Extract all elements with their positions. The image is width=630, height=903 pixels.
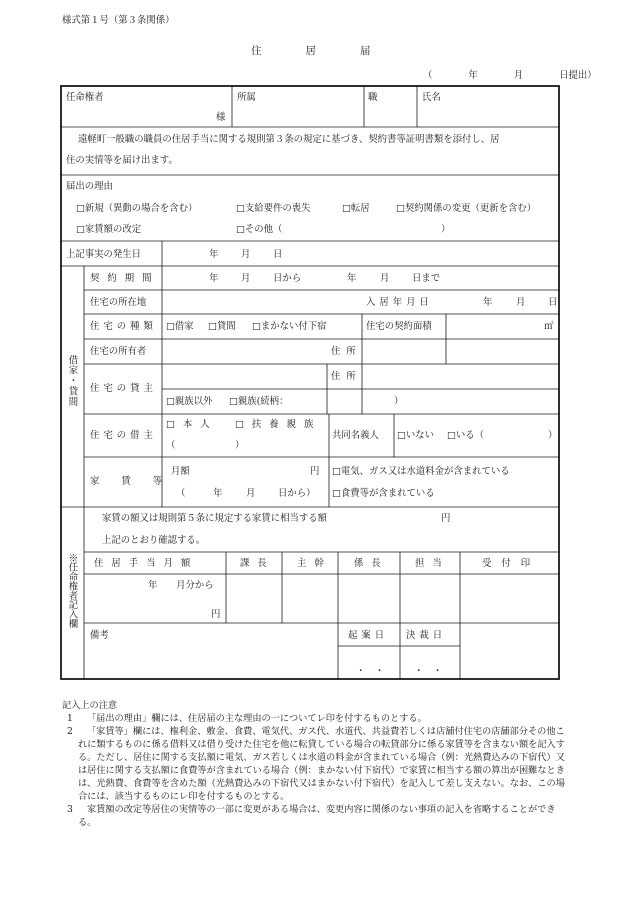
type-rented-house-checkbox[interactable]: □借家: [166, 321, 194, 332]
move-in-day: 日: [548, 297, 558, 308]
reason-new-checkbox[interactable]: □新規（異動の場合を含む）: [76, 203, 198, 214]
title-char: 届: [360, 45, 371, 57]
period-to-year: 年: [347, 273, 357, 284]
receipt-stamp-header: 受付印: [482, 558, 541, 569]
staff-header: 担当: [415, 558, 450, 569]
monthly-rent-label: 月額: [171, 466, 190, 477]
relation-non-family-checkbox[interactable]: □親族以外: [166, 396, 213, 407]
decision-date-label: 決裁日: [406, 630, 447, 641]
allowance-from-month: 年 月分から: [148, 580, 214, 591]
date-open-paren: （: [423, 70, 433, 81]
housing-report-form: [60, 85, 560, 680]
move-in-date-label: 入居年月日: [366, 297, 433, 308]
co-tenant-none-checkbox[interactable]: □いない: [397, 430, 434, 441]
employee-name-label: 氏名: [422, 92, 441, 103]
form-number: 様式第１号（第３条関係）: [62, 15, 175, 26]
note-item: [62, 712, 572, 725]
borrower-paren-close: ）: [235, 440, 245, 451]
note-text: 「家賃等」欄には、権利金、敷金、食費、電気代、ガス代、水道代、共益費若しくは店舗付住宅の店舗部分その他これに類するものに係る借料又は借り受けた住宅を他に転貸している場合の転貸部分に係る家賃等を含まない額を記入する。ただし、居住に関する支払額に電気、ガス若しくは水道の料金が含まれている場合（例：光熱費込みの下宿代）又は居住に関する支払額に食費等が含まれている場合（例：まかない付下宿代）で家賃に相当する額の算出が困難なときは、光熱費、食費等を含めた額（光熱費込みの下宿代又はまかない付下宿代）を記入して差し支えない。なお、この場合には、該当するものにレ印を付するものとする。: [78, 726, 565, 802]
appointer-section-side-label: ※任命権者記入欄: [66, 553, 78, 629]
borrower-self-checkbox[interactable]: □本人: [166, 419, 218, 430]
move-in-year: 年: [483, 297, 493, 308]
title-char: 居: [305, 45, 316, 57]
job-title-label: 職: [368, 92, 378, 103]
rent-from-open: （: [176, 488, 186, 499]
period-to-month: 月: [380, 273, 390, 284]
document-title: [251, 46, 371, 57]
section-chief-header: 課長: [240, 558, 275, 569]
location-label: 住宅の所在地: [90, 297, 147, 308]
subsection-chief-header: 係長: [354, 558, 389, 569]
reason-contract-change-checkbox[interactable]: □契約関係の変更（更新を含む）: [396, 203, 537, 214]
reason-other-close: ）: [441, 224, 451, 235]
honorific: 様: [216, 112, 226, 123]
meals-included-checkbox[interactable]: □食費等が含まれている: [332, 488, 435, 499]
period-from-day: 日から: [273, 273, 302, 284]
type-boarding-checkbox[interactable]: □まかない付下宿: [252, 321, 327, 332]
co-tenant-label: 共同名義人: [332, 430, 379, 441]
remarks-label: 備考: [90, 630, 109, 641]
borrower-paren-open: （: [166, 440, 176, 451]
owner-address-label: 住所: [331, 346, 362, 357]
period-to-day: 日まで: [412, 273, 441, 284]
submission-date: [423, 71, 597, 80]
confirmation-text: 上記のとおり確認する。: [102, 535, 206, 546]
notes-heading: 記入上の注意: [62, 700, 118, 711]
allowance-yen-unit: 円: [211, 609, 221, 620]
rent-from-year: 年: [213, 488, 223, 499]
note-number: 3: [67, 804, 73, 815]
lender-label: 住宅の貸主: [90, 383, 157, 394]
filling-notes: [62, 699, 572, 829]
co-tenant-close: ）: [548, 430, 558, 441]
housing-type-label: 住宅の種類: [90, 321, 157, 332]
department-label: 所属: [237, 92, 256, 103]
note-item: [62, 803, 572, 829]
occurrence-month: 月: [241, 249, 251, 260]
period-from-month: 月: [241, 273, 251, 284]
rent-from-day: 日から）: [278, 488, 316, 499]
decision-date-dots: ・ ・: [414, 666, 443, 677]
reason-rent-revision-checkbox[interactable]: □家賃額の改定: [76, 224, 142, 235]
rent-label: 家賃等: [90, 476, 185, 487]
rent-equivalent-yen: 円: [441, 513, 451, 524]
draft-date-label: 起案日: [348, 630, 389, 641]
appointer-label: 任命権者: [66, 92, 104, 103]
rent-yen-unit: 円: [310, 466, 320, 477]
reason-move-checkbox[interactable]: □転居: [342, 203, 370, 214]
draft-date-dots: ・ ・: [356, 666, 385, 677]
note-number: 2: [67, 726, 73, 737]
lender-address-label: 住所: [331, 371, 362, 382]
occurrence-day: 日: [273, 249, 283, 260]
co-tenant-exists-checkbox[interactable]: □いる（: [447, 430, 484, 441]
supervisor-header: 主幹: [297, 558, 332, 569]
type-rented-room-checkbox[interactable]: □貸間: [208, 321, 236, 332]
declaration-text-line-2: 住の実情等を届け出ます。: [66, 155, 178, 166]
reason-label: 届出の理由: [66, 181, 113, 192]
utilities-included-checkbox[interactable]: □電気、ガス又は水道料金が含まれている: [332, 466, 510, 477]
owner-label: 住宅の所有者: [90, 346, 147, 357]
allowance-amount-header: 住居手当月額: [94, 558, 199, 569]
note-number: 1: [67, 713, 73, 724]
relation-close: ）: [394, 396, 404, 407]
date-year: 年: [468, 70, 478, 81]
borrower-label: 住宅の借主: [90, 430, 157, 441]
occurrence-date-label: 上記事実の発生日: [66, 249, 142, 260]
move-in-month: 月: [516, 297, 526, 308]
date-month: 月: [513, 70, 524, 81]
reason-other-checkbox[interactable]: □その他（: [236, 224, 283, 235]
period-from-year: 年: [209, 273, 219, 284]
contract-area-label: 住宅の契約面積: [366, 321, 432, 332]
reason-ineligible-checkbox[interactable]: □支給要件の喪失: [236, 203, 311, 214]
area-unit: ㎡: [544, 321, 554, 332]
rent-from-month: 月: [246, 488, 256, 499]
declaration-text-line-1: 遠軽町一般職の職員の住居手当に関する規則第３条の規定に基づき、契約書等証明書類を添付し、居: [78, 134, 500, 145]
rental-side-label: 借家・貸間: [66, 355, 78, 407]
note-text: 家賃額の改定等居住の実情等の一部に変更がある場合は、変更内容に関係のない事項の記入を省略することができる。: [78, 804, 556, 828]
occurrence-year: 年: [209, 249, 219, 260]
contract-period-label: 契約期間: [90, 273, 160, 284]
relation-family-checkbox[interactable]: □親族(続柄：: [229, 396, 289, 407]
note-text: 「届出の理由」欄には、住居届の主な理由の一についてレ印を付するものとする。: [87, 713, 427, 724]
rent-equivalent-text: 家賃の額又は規則第５条に規定する家賃に相当する額: [102, 513, 328, 524]
title-char: 住: [251, 45, 262, 57]
borrower-dependent-checkbox[interactable]: □扶養親族: [235, 419, 322, 430]
date-day-submitted: 日提出）: [559, 70, 597, 81]
note-item: [62, 725, 572, 803]
